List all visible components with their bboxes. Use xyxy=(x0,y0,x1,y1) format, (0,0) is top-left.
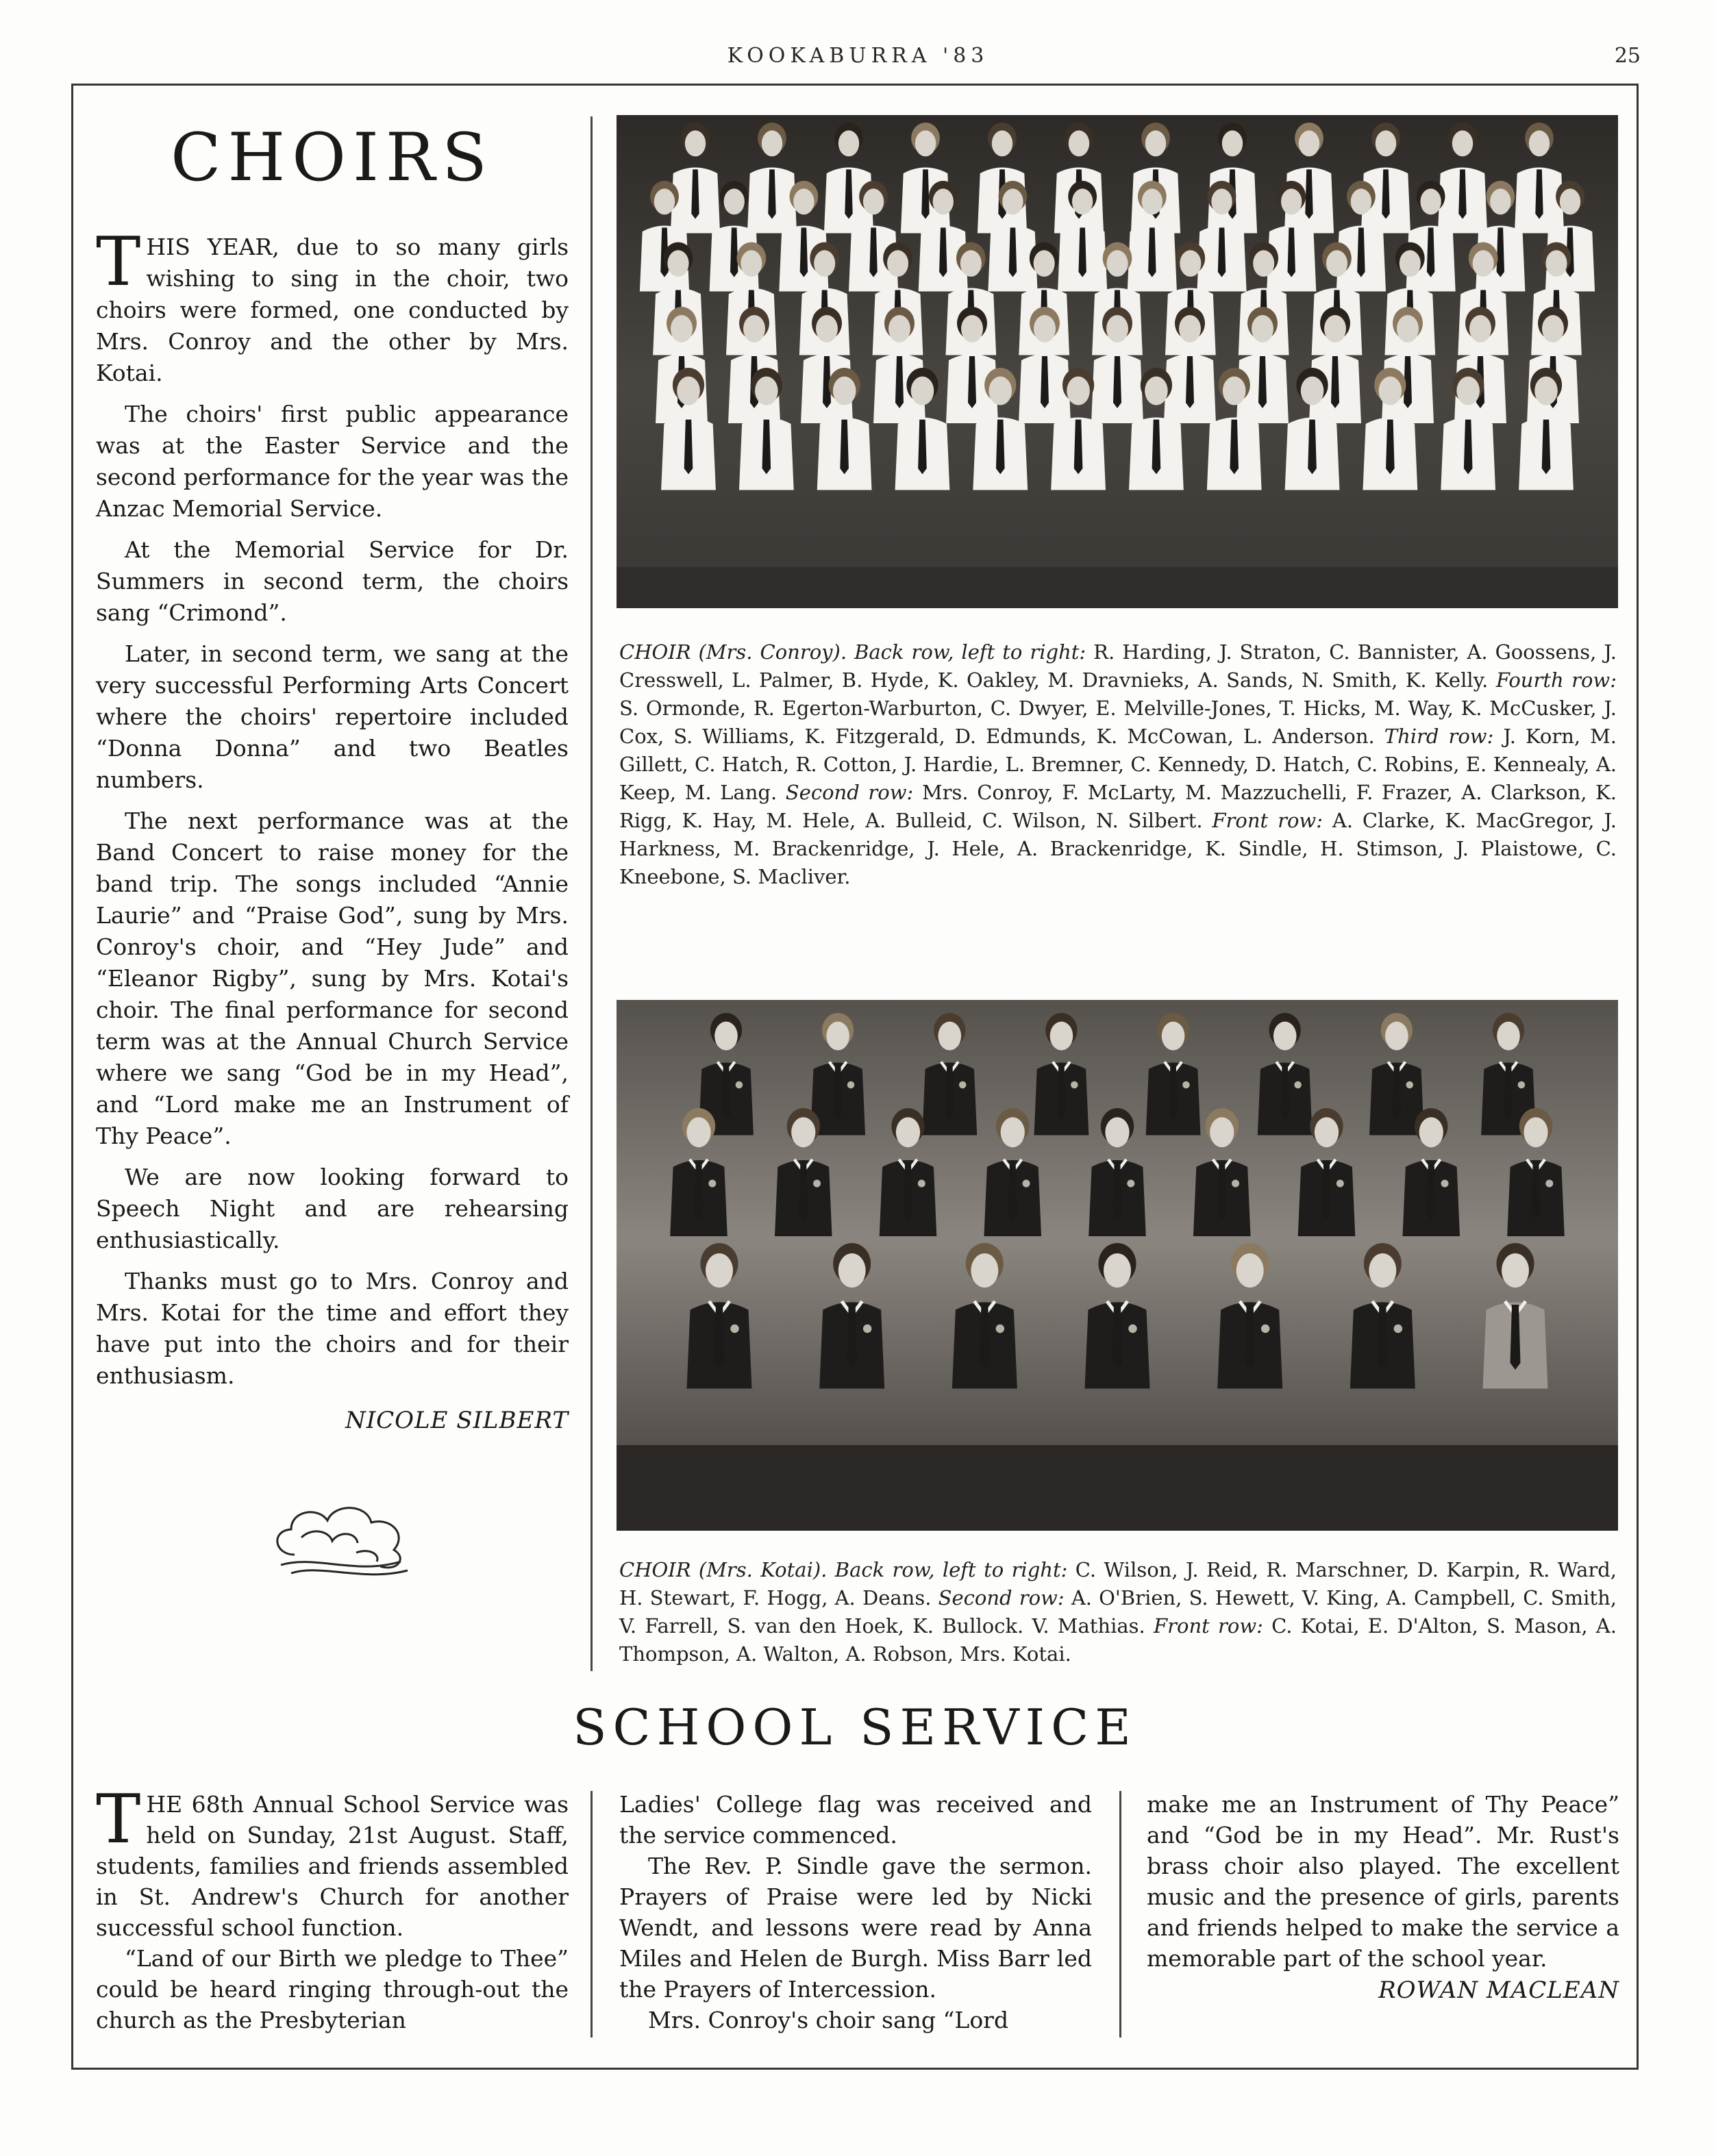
service-paragraph-1 xyxy=(96,1781,569,1943)
service-paragraph-3: Ladies' College flag was received and the service commenced. xyxy=(619,1791,1092,1848)
caption1-front-row: A. Clarke, K. MacGregor, J. Harkness, M. Brackenridge, J. Hele, A. Brackenridge, K. Sindle, H. Stimson, J. Plaistowe, C. Kneebone, S. Macliver. xyxy=(619,809,1617,888)
choir-photo-conroy xyxy=(617,115,1618,608)
choir-caption-conroy xyxy=(619,638,1617,891)
choirs-paragraph-7: Thanks must go to Mrs. Conroy and Mrs. Kotai for the time and effort they have put into the choirs and for their enthusiasm. xyxy=(96,1268,569,1389)
service-paragraph-2: “Land of our Birth we pledge to Thee” could be heard ringing through-out the church as the Presbyterian xyxy=(96,1945,569,2033)
service-paragraph-6: make me an Instrument of Thy Peace” and “God be in my Head”. Mr. Rust's brass choir also played. The excellent music and the presence of girls, parents and friends helped to make the service a memorable part of the school year. xyxy=(1147,1791,1619,1972)
choirs-dropcap: T xyxy=(96,223,141,301)
page-number: 25 xyxy=(1614,44,1641,68)
service-column-2 xyxy=(619,1789,1092,2035)
service-byline: ROWAN MACLEAN xyxy=(1378,1977,1619,2004)
caption2-back-row: C. Wilson, J. Reid, R. Marschner, D. Karpin, R. Ward, H. Stewart, F. Hogg, A. Deans. xyxy=(619,1558,1617,1609)
choirs-paragraph-5: The next performance was at the Band Concert to raise money for the band trip. The songs included “Annie Laurie” and “Praise God”, sung by Mrs. Conroy's choir, and “Hey Jude” and “Eleanor Rigby”, sung by Mrs. Kotai's choir. The final performance for second term was at the Annual Church Service where we sang “God be in my Head”, and “Lord make me an Instrument of Thy Peace”. xyxy=(96,807,569,1149)
caption2-lead: CHOIR (Mrs. Kotai). Back row, left to right: xyxy=(619,1558,1068,1581)
choirs-paragraph-1 xyxy=(96,223,569,389)
service-paragraph-1-text: HE 68th Annual School Service was held on Sunday, 21st August. Staff, students, families and friends assembled in St. Andrew's Church for another successful school function. xyxy=(96,1791,569,1941)
choirs-article xyxy=(96,103,569,1434)
column-divider-top xyxy=(590,116,593,1671)
caption2-second-label: Second row: xyxy=(938,1586,1065,1609)
choirs-paragraph-1-text: HIS YEAR, due to so many girls wishing to sing in the choir, two choirs were formed, one conducted by Mrs. Conroy and the other by Mrs. Kotai. xyxy=(96,234,569,386)
running-head: KOOKABURRA '83 xyxy=(727,44,989,68)
caption1-second-label: Second row: xyxy=(785,781,914,804)
caption1-fourth-label: Fourth row: xyxy=(1495,668,1617,692)
school-service-title: SCHOOL SERVICE xyxy=(573,1699,1137,1756)
caption1-front-label: Front row: xyxy=(1212,809,1323,832)
column-divider-bottom-1 xyxy=(590,1791,593,2038)
caption1-lead: CHOIR (Mrs. Conroy). Back row, left to right: xyxy=(619,640,1086,664)
choir-photo-kotai xyxy=(617,1000,1618,1531)
service-dropcap: T xyxy=(96,1781,141,1859)
choirs-paragraph-3: At the Memorial Service for Dr. Summers in second term, the choirs sang “Crimond”. xyxy=(96,536,569,626)
column-divider-bottom-2 xyxy=(1119,1791,1121,2038)
choir-caption-kotai xyxy=(619,1556,1617,1668)
cloud-ornament-icon xyxy=(253,1490,425,1592)
caption2-second-row: A. O'Brien, S. Hewett, V. King, A. Campbell, C. Smith, V. Farrell, S. van den Hoek, K. Bullock. V. Mathias. xyxy=(619,1586,1617,1638)
caption2-front-label: Front row: xyxy=(1154,1614,1263,1638)
caption1-second-row: Mrs. Conroy, F. McLarty, M. Mazzuchelli, F. Frazer, A. Clarkson, K. Rigg, K. Hay, M. Hele, A. Bulleid, C. Wilson, N. Silbert. xyxy=(619,781,1617,832)
choirs-paragraph-2: The choirs' first public appearance was at the Easter Service and the second performance for the year was the Anzac Memorial Service. xyxy=(96,401,569,522)
choirs-title: CHOIRS xyxy=(171,119,494,196)
choirs-paragraph-4: Later, in second term, we sang at the very successful Performing Arts Concert where the choirs' repertoire included “Donna Donna” and two Beatles numbers. xyxy=(96,640,569,793)
caption1-fourth-row: S. Ormonde, R. Egerton-Warburton, C. Dwyer, E. Melville-Jones, T. Hicks, M. Way, K. McCusker, J. Cox, S. Williams, K. Fitzgerald, D. Edmunds, K. McCowan, L. Anderson. xyxy=(619,697,1617,748)
service-paragraph-4: The Rev. P. Sindle gave the sermon. Prayers of Praise were led by Nicki Wendt, and lessons were read by Anna Miles and Helen de Burgh. Miss Barr led the Prayers of Intercession. xyxy=(619,1853,1092,2003)
choirs-byline: NICOLE SILBERT xyxy=(345,1407,569,1434)
caption1-third-label: Third row: xyxy=(1384,725,1494,748)
service-column-3 xyxy=(1147,1789,1619,2004)
caption1-third-row: J. Korn, M. Gillett, C. Hatch, R. Cotton, J. Hardie, L. Bremner, C. Kennedy, D. Hatch, C. Robins, E. Kennealy, A. Keep, M. Lang. xyxy=(619,725,1617,804)
caption2-front-row: C. Kotai, E. D'Alton, S. Mason, A. Thompson, A. Walton, A. Robson, Mrs. Kotai. xyxy=(619,1614,1617,1666)
service-paragraph-5: Mrs. Conroy's choir sang “Lord xyxy=(648,2007,1009,2033)
service-column-1 xyxy=(96,1781,569,2035)
choirs-paragraph-6: We are now looking forward to Speech Night and are rehearsing enthusiastically. xyxy=(96,1164,569,1253)
caption1-back-row: R. Harding, J. Straton, C. Bannister, A. Goossens, J. Cresswell, L. Palmer, B. Hyde, K. Oakley, M. Dravnieks, A. Sands, N. Smith, K. Kelly. xyxy=(619,640,1617,692)
